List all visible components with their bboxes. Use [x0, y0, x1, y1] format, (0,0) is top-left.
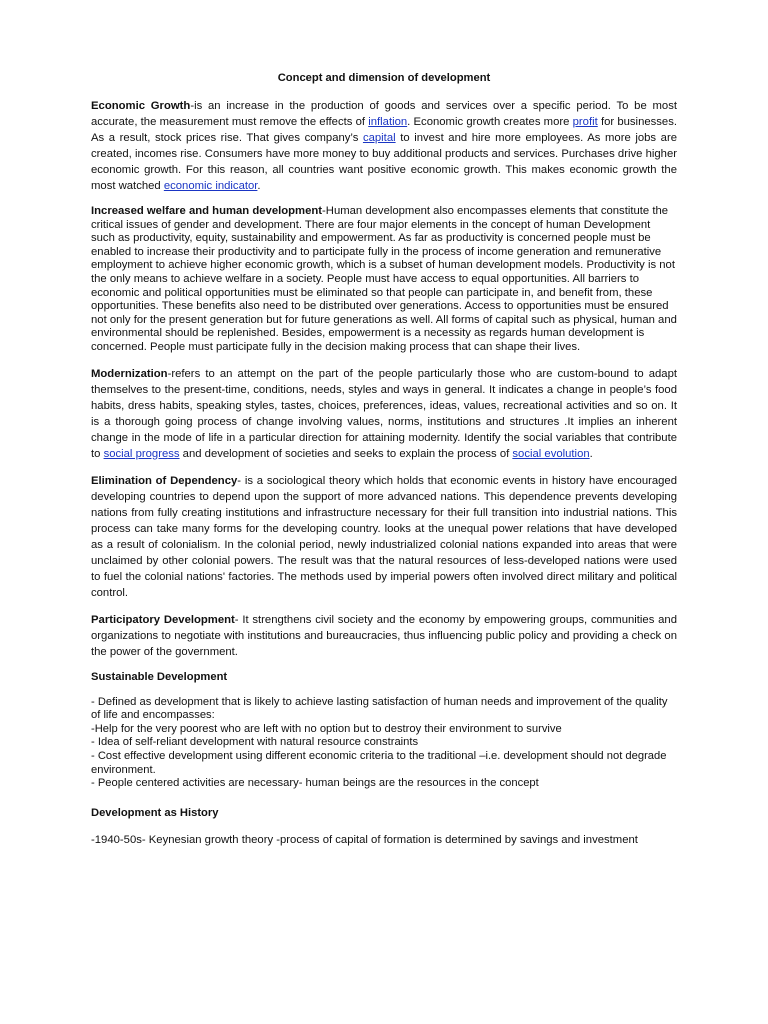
history-paragraph: -1940-50s- Keynesian growth theory -process of capital of formation is determined by savings and investment	[91, 833, 638, 846]
sustainable-list	[91, 696, 677, 791]
economic-growth-heading: Economic Growth	[91, 100, 191, 112]
participatory-paragraph: Participatory Development- It strengthens civil society and the economy by empowering groups, communities and organizations to negotiate with institutions and bureaucracies, thus influencing public policy and providing a check on the power of the government.	[91, 613, 677, 658]
dependency-heading: Elimination of Dependency	[91, 474, 238, 487]
modernization-heading: Modernization	[91, 367, 168, 380]
social-progress-link[interactable]: social progress	[103, 447, 180, 460]
inflation-link[interactable]: inflation	[368, 116, 408, 128]
modernization-paragraph: Modernization-refers to an attempt on the part of the people particularly those who are custom-bound to adapt themselves to the present-time, conditions, needs, styles and ways in general. It indicates a change in people’s food habits, dress habits, speaking styles, tastes, choices, preferences, ideas, values, recreational activities and so on. It is a thorough going process of change involving values, norms, institutions and structures .It implies an inherent change in the mode of life in a particular direction for attaining modernity. Identify the social variables that contribute to social progress and development of societies and seeks to explain the process of social evolution.	[91, 367, 677, 460]
list-item: -Help for the very poorest who are left with no option but to destroy their environment to survive	[91, 722, 562, 735]
social-evolution-link[interactable]: social evolution	[512, 447, 590, 460]
profit-link[interactable]: profit	[572, 116, 598, 128]
participatory-heading: Participatory Development	[91, 613, 235, 626]
page-title: Concept and dimension of development	[277, 72, 491, 84]
welfare-paragraph: Increased welfare and human development-Human development also encompasses elements that constitute the critical issues of gender and development. There are four major elements in the concept of human Development such as productivity, equity, sustainability and empowerment. As far as productivity is concerned people must be enabled to increase their productivity and to participate fully in the process of income generation and remunerative employment to achieve higher economic growth, which is a subset of human development models. Productivity is not the only means to achieve welfare in a society. People must have access to equal opportunities. All barriers to economic and political opportunities must be eliminated so that people can participate in, and benefit from, these opportunities. These benefits also need to be distributed over generations. Access to opportunities must be ensured not only for the present generation but for future generations as well. All forms of capital such as physical, human and environmental should be replenished. Besides, empowerment is a necessity as regards human development is concerned. People must participate fully in the decision making process that can shape their lives.	[91, 205, 677, 353]
list-item: - Cost effective development using different economic criteria to the traditional –i.e. development should not degrade environment.	[91, 749, 667, 776]
list-item: - Defined as development that is likely to achieve lasting satisfaction of human needs and improvement of the quality of life and encompasses:	[91, 695, 668, 722]
history-heading: Development as History	[91, 806, 219, 819]
list-item: - Idea of self-reliant development with natural resource constraints	[91, 736, 419, 749]
sustainable-heading: Sustainable Development	[91, 670, 228, 683]
economic-growth-paragraph: Economic Growth-is an increase in the production of goods and services over a specific period. To be most accurate, the measurement must remove the effects of inflation. Economic growth creates more profit for businesses. As a result, stock prices rise. That gives company’s capital to invest and hire more employees. As more jobs are created, incomes rise. Consumers have more money to buy additional products and services. Purchases drive higher economic growth. For this reason, all countries want positive economic growth. This makes economic growth the most watched economic indicator.	[91, 100, 677, 192]
economic-indicator-link[interactable]: economic indicator	[163, 180, 258, 192]
capital-link[interactable]: capital	[362, 132, 396, 144]
welfare-heading: Increased welfare and human development	[91, 205, 323, 217]
dependency-paragraph: Elimination of Dependency- is a sociological theory which holds that economic events in history have encouraged developing countries to depend upon the support of more advanced nations. This dependence prevents developing nations from fully creating institutions and infrastructure necessary for their full transition into industrial nations. This process can take many forms for the developing country. looks at the unequal power relations that have developed as a result of colonialism. In the colonial period, newly industrialized colonial nations expanded into areas that were unclaimed by other colonial powers. The result was that the natural resources of less-developed nations were used to fuel the colonial nations' factories. The methods used by imperial powers often involved direct military and political control.	[91, 474, 677, 599]
list-item: - People centered activities are necessary- human beings are the resources in the concept	[91, 777, 539, 790]
